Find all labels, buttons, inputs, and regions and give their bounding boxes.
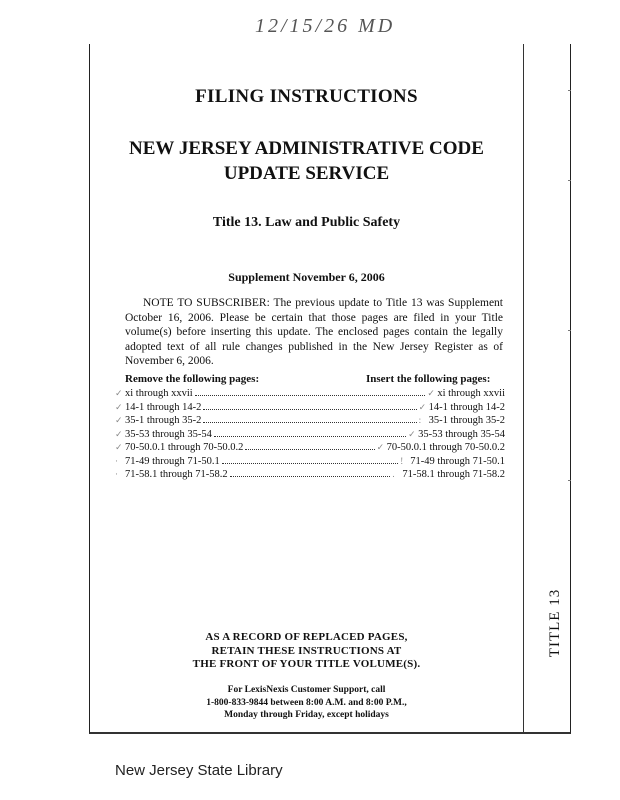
margin-tick	[568, 330, 571, 331]
table-row	[115, 387, 505, 401]
check-mark-icon: .	[392, 469, 395, 479]
remove-pages: 70-50.0.1 through 70-50.0.2	[125, 442, 244, 453]
retain-line-3: THE FRONT OF YOUR TITLE VOLUME(S).	[192, 658, 421, 670]
support-line-3: Monday through Friday, except holidays	[224, 710, 389, 720]
check-mark-icon: ✓	[427, 388, 435, 398]
check-mark-icon: ✓	[115, 442, 123, 452]
insert-pages: 35-1 through 35-2	[428, 415, 505, 426]
insert-pages: 35-53 through 35-54	[418, 428, 505, 440]
table-row	[115, 441, 505, 455]
check-mark-icon: ✓	[376, 442, 385, 452]
remove-pages: 71-49 through 71-50.1	[125, 455, 220, 467]
insert-pages: 70-50.0.1 through 70-50.0.2	[386, 442, 505, 453]
table-row	[115, 468, 505, 482]
retain-instructions	[90, 631, 523, 672]
check-mark-icon: ✓	[115, 401, 123, 412]
table-row	[115, 401, 505, 415]
margin-tick	[568, 180, 571, 181]
tab-divider	[523, 44, 524, 732]
remove-pages: 35-53 through 35-54	[125, 428, 212, 440]
margin-tick	[568, 90, 571, 91]
page-list	[115, 387, 505, 482]
remove-header: Remove the following pages:	[125, 373, 260, 385]
insert-pages: 71-58.1 through 71-58.2	[402, 469, 505, 480]
remove-pages: 14-1 through 14-2	[125, 401, 202, 413]
remove-pages: 35-1 through 35-2	[125, 415, 202, 426]
table-row	[115, 455, 505, 469]
customer-support	[90, 684, 523, 722]
insert-pages: 71-49 through 71-50.1	[410, 455, 505, 467]
remove-pages: xi through xxvii	[125, 388, 193, 399]
code-title	[90, 136, 523, 186]
check-mark-icon: ✓	[115, 428, 123, 439]
support-line-2: 1-800-833-9844 between 8:00 A.M. and 8:00 P.M.,	[206, 697, 407, 708]
subscriber-note	[125, 296, 503, 369]
library-stamp: New Jersey State Library	[115, 762, 283, 779]
side-tab-title: TITLE 13	[547, 588, 563, 658]
retain-line-2: RETAIN THESE INSTRUCTIONS AT	[211, 644, 402, 657]
check-mark-icon: ✓	[115, 388, 123, 398]
retain-line-1: AS A RECORD OF REPLACED PAGES,	[205, 631, 408, 643]
check-mark-icon: ✓	[408, 428, 416, 439]
handwritten-annotation: 12/15/26 MD	[255, 15, 396, 37]
page-heading: FILING INSTRUCTIONS	[195, 86, 418, 107]
check-mark-icon: !	[400, 455, 404, 466]
insert-pages: 14-1 through 14-2	[428, 401, 505, 413]
remove-pages: 71-58.1 through 71-58.2	[125, 469, 228, 480]
support-line-1: For LexisNexis Customer Support, call	[227, 685, 386, 695]
table-row	[115, 428, 505, 442]
check-mark-icon: :	[418, 415, 422, 425]
code-title-line-1: NEW JERSEY ADMINISTRATIVE CODE	[129, 138, 484, 159]
supplement-date: Supplement November 6, 2006	[228, 270, 385, 284]
check-mark-icon: ✓	[115, 415, 123, 425]
margin-tick	[568, 480, 571, 481]
check-mark-icon: ·	[115, 455, 118, 466]
subscriber-note-text: NOTE TO SUBSCRIBER: The previous update to Title 13 was Supplement October 16, 2006. Please be certain that those pages are filed in your Title volume(s) before inserting this update. The enclosed pages contain the legally adopted text of all rule changes published in the New Jersey Register as of November 6, 2006.	[125, 297, 503, 368]
title-line: Title 13. Law and Public Safety	[212, 215, 401, 230]
insert-header: Insert the following pages:	[366, 373, 491, 385]
code-title-line-2: UPDATE SERVICE	[223, 163, 390, 184]
insert-pages: xi through xxvii	[437, 388, 505, 399]
check-mark-icon: ·	[115, 469, 118, 479]
table-row	[115, 414, 505, 428]
check-mark-icon: ✓	[418, 401, 427, 412]
